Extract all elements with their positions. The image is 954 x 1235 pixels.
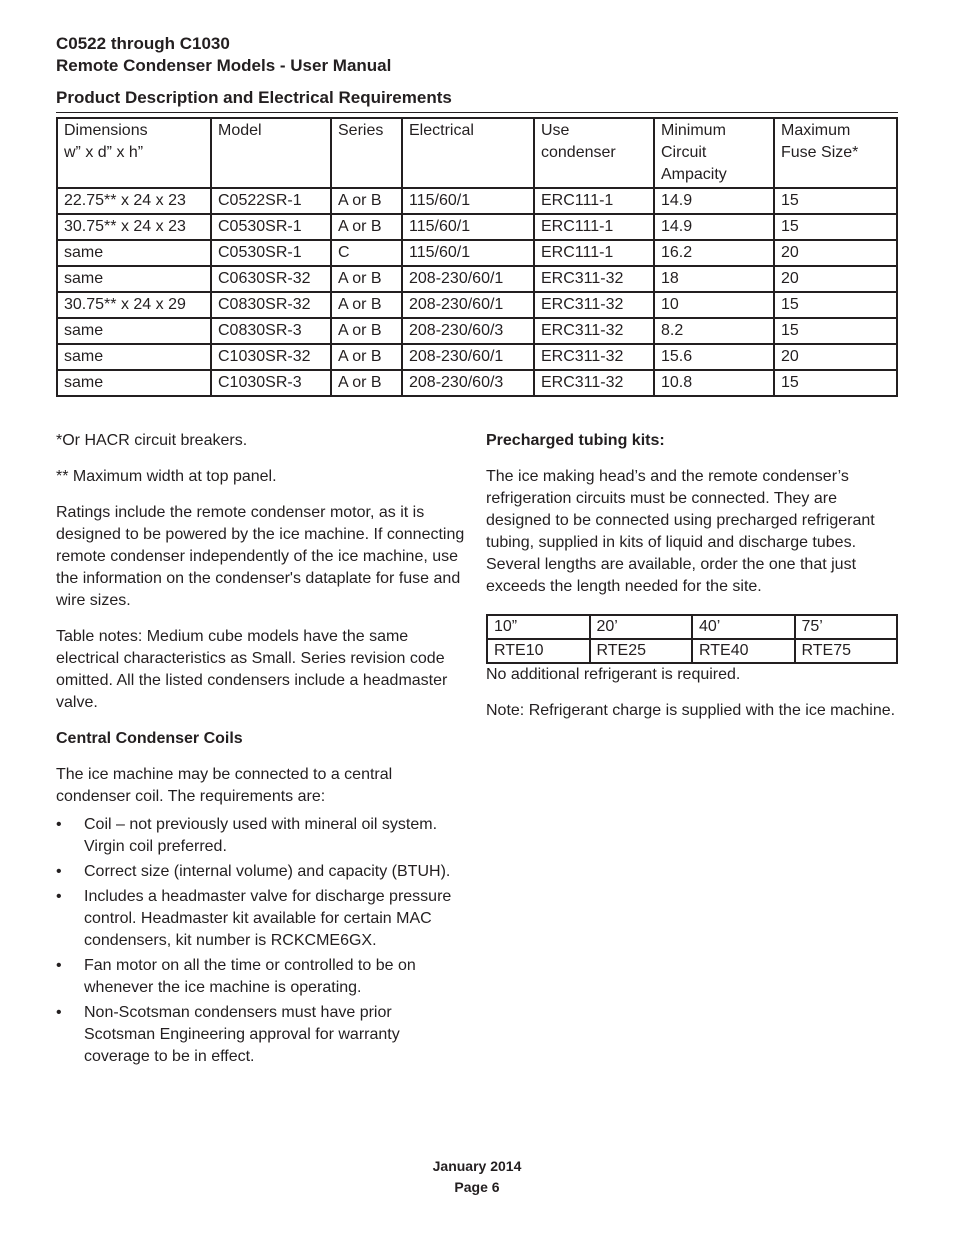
central-condenser-intro: The ice machine may be connected to a central condenser coil. The requirements are: xyxy=(56,766,393,805)
table-row xyxy=(57,370,897,396)
table-cell: C0830SR-32 xyxy=(211,292,331,318)
footnote-hacr: *Or HACR circuit breakers. xyxy=(56,432,248,449)
table-cell: same xyxy=(57,344,211,370)
table-cell: 18 xyxy=(654,266,774,292)
kit-model: RTE40 xyxy=(692,639,795,663)
table-cell: C0830SR-3 xyxy=(211,318,331,344)
header-min-circuit-ampacity: Minimum Circuit Ampacity xyxy=(654,118,774,188)
tubing-kits-paragraph: The ice making head’s and the remote condenser’s refrigeration circuits must be connected. They are designed to be connected using precharged refrigerant tubing, supplied in kits of liquid and discharge tubes. Several lengths are available, order the one that just exceeds the length needed for the site. xyxy=(486,468,875,595)
table-cell: 115/60/1 xyxy=(402,214,534,240)
table-cell: 208-230/60/1 xyxy=(402,266,534,292)
ratings-paragraph: Ratings include the remote condenser motor, as it is designed to be powered by the ice machine. If connecting remote condenser independently of the ice machine, use the information on the condenser's dataplate for fuse and wire sizes. xyxy=(56,504,465,609)
table-row xyxy=(57,318,897,344)
table-cell: C0522SR-1 xyxy=(211,188,331,214)
table-cell: 15.6 xyxy=(654,344,774,370)
table-cell: 20 xyxy=(774,344,897,370)
table-cell: same xyxy=(57,266,211,292)
kit-length: 20’ xyxy=(590,615,693,639)
table-cell: 14.9 xyxy=(654,214,774,240)
table-cell: 208-230/60/1 xyxy=(402,292,534,318)
kit-length: 10” xyxy=(487,615,590,639)
table-cell: same xyxy=(57,370,211,396)
requirement-text: Non-Scotsman condensers must have prior Scotsman Engineering approval for warranty coverage to be in effect. xyxy=(84,1004,400,1065)
table-cell: ERC111-1 xyxy=(534,188,654,214)
header-electrical: Electrical xyxy=(402,118,534,188)
list-item xyxy=(56,1002,466,1068)
table-row xyxy=(57,344,897,370)
bullet-icon: • xyxy=(56,863,62,880)
refrigerant-charge-note: Note: Refrigerant charge is supplied with the ice machine. xyxy=(486,702,896,719)
tubing-kits-table xyxy=(486,614,898,664)
table-cell: C0530SR-1 xyxy=(211,214,331,240)
bullet-icon: • xyxy=(56,888,62,905)
left-column xyxy=(56,430,466,1071)
table-header-row xyxy=(57,118,897,188)
table-cell: C1030SR-3 xyxy=(211,370,331,396)
header-use-condenser: Use condenser xyxy=(534,118,654,188)
table-cell: same xyxy=(57,318,211,344)
table-cell: A or B xyxy=(331,318,402,344)
table-row xyxy=(57,240,897,266)
central-condenser-heading: Central Condenser Coils xyxy=(56,730,243,747)
kit-length: 40’ xyxy=(692,615,795,639)
table-cell: 208-230/60/1 xyxy=(402,344,534,370)
table-cell: ERC311-32 xyxy=(534,344,654,370)
right-column xyxy=(486,430,898,736)
kit-models-row xyxy=(487,639,897,663)
table-cell: 15 xyxy=(774,214,897,240)
table-cell: ERC311-32 xyxy=(534,370,654,396)
table-cell: ERC111-1 xyxy=(534,214,654,240)
document-title: C0522 through C1030 xyxy=(56,34,230,53)
requirement-text: Correct size (internal volume) and capacity (BTUH). xyxy=(84,863,451,880)
table-cell: 20 xyxy=(774,266,897,292)
kit-model: RTE10 xyxy=(487,639,590,663)
footer-date: January 2014 xyxy=(432,1158,522,1174)
table-cell: 115/60/1 xyxy=(402,240,534,266)
requirements-list xyxy=(56,814,466,1068)
table-cell: 10 xyxy=(654,292,774,318)
electrical-requirements-table xyxy=(56,117,898,397)
table-cell: 208-230/60/3 xyxy=(402,318,534,344)
tubing-kits-heading: Precharged tubing kits: xyxy=(486,432,665,449)
table-row xyxy=(57,292,897,318)
kit-model: RTE25 xyxy=(590,639,693,663)
table-cell: A or B xyxy=(331,370,402,396)
requirement-text: Coil – not previously used with mineral oil system. Virgin coil preferred. xyxy=(84,816,438,855)
bullet-icon: • xyxy=(56,1004,62,1021)
table-notes-paragraph: Table notes: Medium cube models have the same electrical characteristics as Small. Series revision code omitted. All the listed condensers include a headmaster valve. xyxy=(56,628,448,711)
header-model: Model xyxy=(211,118,331,188)
table-cell: A or B xyxy=(331,214,402,240)
footnote-max-width: ** Maximum width at top panel. xyxy=(56,468,277,485)
table-cell: C1030SR-32 xyxy=(211,344,331,370)
list-item xyxy=(56,814,466,858)
table-cell: C xyxy=(331,240,402,266)
header-max-fuse-size: Maximum Fuse Size* xyxy=(774,118,897,188)
table-cell: 30.75** x 24 x 29 xyxy=(57,292,211,318)
table-row xyxy=(57,266,897,292)
table-cell: 15 xyxy=(774,292,897,318)
table-cell: ERC311-32 xyxy=(534,318,654,344)
bullet-icon: • xyxy=(56,957,62,974)
table-row xyxy=(57,214,897,240)
list-item xyxy=(56,861,466,883)
table-cell: A or B xyxy=(331,292,402,318)
table-cell: C0630SR-32 xyxy=(211,266,331,292)
table-cell: A or B xyxy=(331,344,402,370)
requirement-text: Includes a headmaster valve for discharge pressure control. Headmaster kit available for certain MAC condensers, kit number is RCKCME6GX. xyxy=(84,888,452,949)
table-cell: 15 xyxy=(774,318,897,344)
requirement-text: Fan motor on all the time or controlled to be on whenever the ice machine is operating. xyxy=(84,957,416,996)
list-item xyxy=(56,955,466,999)
section-heading: Product Description and Electrical Requirements xyxy=(56,88,452,107)
table-cell: A or B xyxy=(331,266,402,292)
kit-lengths-row xyxy=(487,615,897,639)
table-cell: 22.75** x 24 x 23 xyxy=(57,188,211,214)
table-cell: 115/60/1 xyxy=(402,188,534,214)
footer-page-number: Page 6 xyxy=(454,1179,500,1195)
table-cell: 15 xyxy=(774,370,897,396)
list-item xyxy=(56,886,466,952)
table-cell: 14.9 xyxy=(654,188,774,214)
kit-model: RTE75 xyxy=(795,639,898,663)
table-cell: 30.75** x 24 x 23 xyxy=(57,214,211,240)
kit-length: 75’ xyxy=(795,615,898,639)
table-cell: ERC111-1 xyxy=(534,240,654,266)
header-dimensions: Dimensions w” x d” x h” xyxy=(57,118,211,188)
bullet-icon: • xyxy=(56,816,62,833)
table-cell: 16.2 xyxy=(654,240,774,266)
table-cell: C0530SR-1 xyxy=(211,240,331,266)
table-cell: 15 xyxy=(774,188,897,214)
document-subtitle: Remote Condenser Models - User Manual xyxy=(56,56,392,75)
table-row xyxy=(57,188,897,214)
table-cell: ERC311-32 xyxy=(534,292,654,318)
no-refrigerant-note: No additional refrigerant is required. xyxy=(486,666,741,683)
table-cell: 208-230/60/3 xyxy=(402,370,534,396)
table-cell: ERC311-32 xyxy=(534,266,654,292)
table-cell: 20 xyxy=(774,240,897,266)
table-cell: 10.8 xyxy=(654,370,774,396)
header-series: Series xyxy=(331,118,402,188)
table-cell: same xyxy=(57,240,211,266)
section-rule xyxy=(56,112,898,113)
table-cell: A or B xyxy=(331,188,402,214)
table-cell: 8.2 xyxy=(654,318,774,344)
